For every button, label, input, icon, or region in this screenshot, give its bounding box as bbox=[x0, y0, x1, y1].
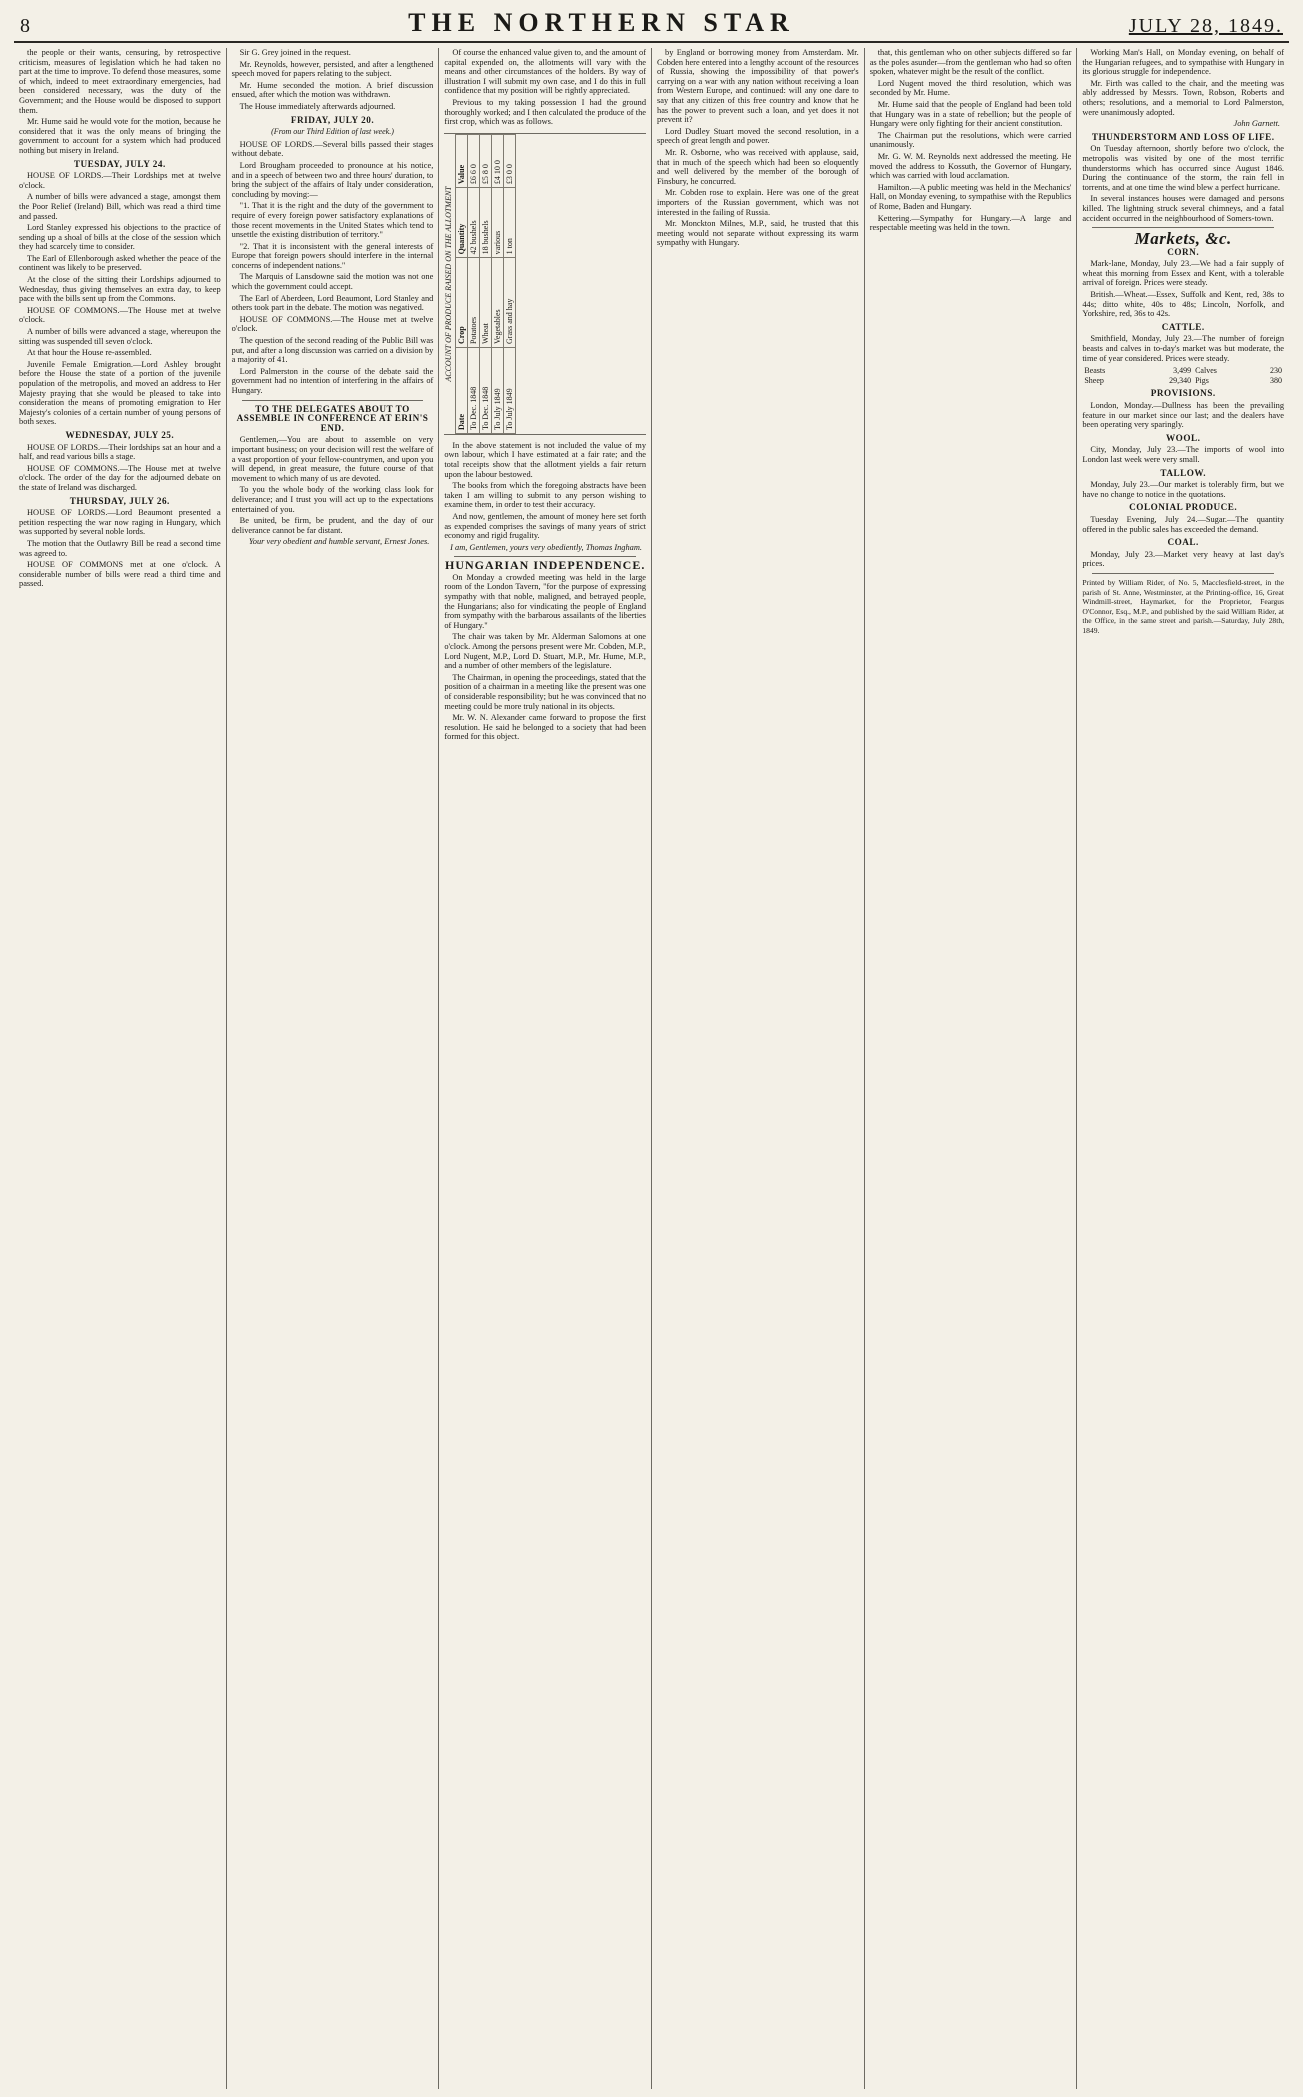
paragraph: Monday, July 23.—Market very heavy at last day's prices. bbox=[1082, 549, 1285, 569]
table-row bbox=[1082, 376, 1284, 386]
imprint: Printed by William Rider, of No. 5, Macclesfield-street, in the parish of St. Anne, Westminster, at the Printing-office, 16, Great Windmill-street, Haymarket, for the Proprietor, Feargus O'Connor, Esq., M.P., and published by the said William Rider, at the Office, in the same street and parish.—Saturday, July 28th, 1849. bbox=[1082, 577, 1285, 635]
heading-wool: WOOL. bbox=[1165, 432, 1201, 443]
masthead bbox=[14, 8, 1289, 43]
paragraph: HOUSE OF LORDS.—Their lordships sat an hour and a half, and read various bills a stage. bbox=[19, 442, 221, 462]
paragraph: by England or borrowing money from Amsterdam. Mr. Cobden here entered into a lengthy account of the resources of Russia, showing the impossibility of that power's carrying on a war with any nation without receiving a loan from Western Europe, and continued: will any one dare to say that any citizen of this free country and know that he has the power to prevent such a loan, and yet does it not prevent it? bbox=[657, 48, 859, 125]
heading-thursday: THURSDAY, JULY 26. bbox=[69, 495, 170, 506]
paragraph: HOUSE OF COMMONS met at one o'clock. A considerable number of bills were read a third time and passed. bbox=[19, 560, 221, 589]
paragraph: HOUSE OF LORDS.—Several bills passed their stages without debate. bbox=[231, 139, 434, 159]
paragraph: The motion that the Outlawry Bill be read a second time was agreed to. bbox=[19, 538, 221, 558]
page-number: 8 bbox=[20, 15, 30, 37]
table-row bbox=[504, 134, 516, 433]
heading-colonial-produce: COLONIAL PRODUCE. bbox=[1129, 502, 1238, 513]
divider bbox=[454, 556, 636, 557]
heading-tallow: TALLOW. bbox=[1160, 467, 1206, 478]
table-cell: £6 6 0 bbox=[468, 134, 480, 187]
table-cell: Grass and hay bbox=[504, 258, 516, 348]
table-cell: Wheat bbox=[480, 258, 492, 348]
table-cell: Value bbox=[456, 134, 468, 187]
table-cell: Beasts bbox=[1084, 366, 1106, 376]
paragraph: HOUSE OF COMMONS.—The House met at twelve o'clock. bbox=[19, 305, 221, 325]
table-cell: 42 bushels bbox=[468, 187, 480, 257]
paragraph: Lord Dudley Stuart moved the second resolution, in a speech of great length and power. bbox=[657, 126, 859, 146]
table-cell: Crop bbox=[456, 258, 468, 348]
table-cell: To July 1849 bbox=[504, 347, 516, 433]
paragraph: British.—Wheat.—Essex, Suffolk and Kent, red, 38s to 44s; ditto white, 40s to 48s; Lincoln, Norfolk, and Yorkshire, red, 36s to 42s. bbox=[1082, 290, 1285, 319]
divider bbox=[1092, 227, 1274, 228]
paragraph: Mr. G. W. M. Reynolds next addressed the meeting. He moved the address to Kossuth, the Governor of Hungary, which was carried with loud acclamation. bbox=[869, 151, 1072, 181]
heading-wednesday: WEDNESDAY, JULY 25. bbox=[65, 429, 175, 440]
table-caption: ACCOUNT OF PRODUCE RAISED ON THE ALLOTMENT bbox=[444, 186, 454, 382]
table-cell: Sheep bbox=[1084, 375, 1104, 385]
paragraph: Be united, be firm, be prudent, and the day of our deliverance cannot be far distant. bbox=[231, 516, 434, 535]
columns bbox=[14, 48, 1289, 2089]
paragraph: A number of bills were advanced a stage, amongst them the Poor Relief (Ireland) Bill, which was read a third time and passed. bbox=[19, 192, 221, 221]
paragraph: HOUSE OF COMMONS.—The House met at twelve o'clock. bbox=[231, 314, 434, 334]
table-cell: 3,499 bbox=[1173, 366, 1192, 376]
paragraph: Mr. Monckton Milnes, M.P., said, he trusted that this meeting would not separate without expressing its warm sympathy with Hungary. bbox=[657, 219, 859, 248]
paragraph: Lord Stanley expressed his objections to the practice of sending up a shoal of bills at the close of the session which they had scarcely time to consider. bbox=[19, 223, 221, 252]
table-cell: £5 8 0 bbox=[480, 134, 492, 187]
paragraph: Mr. Hume seconded the motion. A brief discussion ensued, after which the motion was withdrawn. bbox=[231, 80, 434, 100]
table-cell: Pigs bbox=[1195, 375, 1209, 385]
paragraph: The chair was taken by Mr. Alderman Salomons at one o'clock. Among the persons present were Mr. Cobden, M.P., Lord Nugent, M.P., Lord D. Stuart, M.P., Mr. Hume, M.P., and a number of other members of the legislature. bbox=[444, 632, 647, 671]
paragraph: that, this gentleman who on other subjects differed so far as the poles asunder—from the gentleman who had so often spoken, whatever might be the result of the conflict. bbox=[869, 48, 1072, 77]
paragraph: The Marquis of Lansdowne said the motion was not one which the government could accept. bbox=[231, 272, 434, 292]
paragraph: Mr. Hume said that the people of England had been told that Hungary was in a state of rebellion; but the people of Hungary were only fighting for their ancient constitution. bbox=[869, 99, 1072, 129]
paragraph: Juvenile Female Emigration.—Lord Ashley brought before the House the state of a portion of the juvenile population of the metropolis, and moved an address to Her Majesty praying that she would be pleased to take into consideration the means of promoting emigration to Her Majesty's colonies of a certain number of young persons of both sexes. bbox=[19, 359, 221, 427]
table-cell: Vegetables bbox=[492, 258, 504, 348]
paragraph: Tuesday Evening, July 24.—Sugar.—The quantity offered in the public sales has exceeded the demand. bbox=[1082, 514, 1285, 534]
paragraph: Mr. Reynolds, however, persisted, and after a lengthened speech moved for papers relating to the subject. bbox=[231, 59, 434, 79]
table-cell: To Dec. 1848 bbox=[480, 347, 492, 433]
signature: Your very obedient and humble servant, Ernest Jones. bbox=[248, 537, 430, 547]
paragraph: Kettering.—Sympathy for Hungary.—A large and respectable meeting was held in the town. bbox=[869, 213, 1072, 233]
paragraph: The books from which the foregoing abstracts have been taken I am willing to submit to any person wishing to examine them, in order to test their accuracy. bbox=[444, 481, 647, 510]
table-cell: 380 bbox=[1270, 375, 1283, 385]
paragraph: At that hour the House re-assembled. bbox=[27, 348, 152, 358]
column-2 bbox=[227, 48, 440, 2089]
column-3 bbox=[439, 48, 652, 2089]
paragraph: The Earl of Ellenborough asked whether the peace of the continent was likely to be preserved. bbox=[19, 253, 221, 273]
friday-subheading: (From our Third Edition of last week.) bbox=[271, 127, 394, 137]
paragraph: Hamilton.—A public meeting was held in the Mechanics' Hall, on Monday evening, to sympathise with the Republics of Rome, Baden and Hungary. bbox=[869, 182, 1072, 211]
heading-cattle: CATTLE. bbox=[1161, 321, 1205, 332]
paragraph: In several instances houses were damaged and persons killed. The lightning struck several chimneys, and a fatal accident occurred in the neighbourhood of Somers-town. bbox=[1082, 194, 1285, 223]
signature: John Garnett. bbox=[1233, 119, 1281, 129]
table-cell: 18 bushels bbox=[480, 187, 492, 257]
table-cell: To Dec. 1848 bbox=[468, 347, 480, 433]
paragraph: HOUSE OF LORDS.—Lord Beaumont presented a petition respecting the war now raging in Hungary, which was supported by several noble lords. bbox=[19, 508, 221, 537]
divider bbox=[242, 400, 424, 401]
table-cell: To July 1849 bbox=[492, 347, 504, 433]
heading-tuesday: TUESDAY, JULY 24. bbox=[73, 158, 166, 169]
column-6 bbox=[1077, 48, 1289, 2089]
paragraph: Lord Nugent moved the third resolution, which was seconded by Mr. Hume. bbox=[869, 78, 1072, 98]
signature: I am, Gentlemen, yours very obediently, Thomas Ingham. bbox=[450, 542, 643, 552]
paragraph: Working Man's Hall, on Monday evening, on behalf of the Hungarian refugees, and to sympathise with Hungary in its glorious struggle for independence. bbox=[1082, 48, 1285, 77]
paragraph: Mark-lane, Monday, July 23.—We had a fair supply of wheat this morning from Essex and Kent, with a tolerable arrival of foreign. Prices were steady. bbox=[1082, 259, 1285, 288]
table-cell: £4 10 0 bbox=[492, 134, 504, 187]
table-row bbox=[492, 134, 504, 433]
table-cell: Potatoes bbox=[468, 258, 480, 348]
heading-markets: Markets, &c. bbox=[1134, 229, 1232, 249]
produce-table-grid bbox=[455, 134, 516, 434]
paragraph: A number of bills were advanced a stage, whereupon the sitting was suspended till seven o'clock. bbox=[19, 327, 221, 346]
paragraph: Gentlemen,—You are about to assemble on very important business; on your decision will rest the welfare of a vast proportion of your fellow-countrymen, and upon you will depend, in great measure, the future course of that movement to which many of us are devoted. bbox=[231, 435, 434, 483]
paragraph: The question of the second reading of the Public Bill was put, and after a long discussion was carried on a division by a majority of 41. bbox=[231, 336, 434, 365]
paragraph: Monday, July 23.—Our market is tolerably firm, but we have no change to notice in the quotations. bbox=[1082, 480, 1285, 499]
cattle-table bbox=[1082, 366, 1284, 385]
heading-delegates: TO THE DELEGATES ABOUT TO ASSEMBLE IN CONFERENCE AT ERIN'S END. bbox=[236, 403, 429, 433]
paragraph: At the close of the sitting their Lordships adjourned to Wednesday, thus giving themselves an extra day, to keep pace with the bills sent up from the Commons. bbox=[19, 275, 221, 304]
table-cell: various bbox=[492, 187, 504, 257]
paragraph: The Chairman, in opening the proceedings, stated that the position of a chairman in a meeting like the present was one of considerable responsibility; but he was convinced that no meeting could be more truly national in its objects. bbox=[444, 672, 647, 711]
divider bbox=[1092, 573, 1274, 574]
paragraph: Previous to my taking possession I had the ground thoroughly worked; and I then calculated the produce of the first crop, which was as follows. bbox=[444, 97, 647, 127]
table-cell: 29,340 bbox=[1169, 375, 1192, 385]
heading-corn: CORN. bbox=[1167, 246, 1200, 257]
paragraph: London, Monday.—Dullness has been the prevailing feature in our market since our last; and the dealers have been operating very sparingly. bbox=[1082, 401, 1285, 430]
table-row bbox=[480, 134, 492, 433]
column-5 bbox=[865, 48, 1078, 2089]
table-cell: Quantity bbox=[456, 187, 468, 257]
newspaper-title: THE NORTHERN STAR bbox=[408, 8, 795, 37]
paragraph: Of course the enhanced value given to, and the amount of capital expended on, the allotments will vary with the means and other circumstances of the holders. By way of illustration I will submit my own case, and I do this in full confidence that my position will be rightly appreciated. bbox=[444, 48, 647, 96]
paragraph: "2. That it is inconsistent with the general interests of Europe that foreign powers should interfere in the internal concerns of independent nations." bbox=[231, 241, 434, 270]
paragraph: In the above statement is not included the value of my own labour, which I have estimated at a fair rate; and the total receipts show that the allotment yields a fair return upon the labour bestowed. bbox=[444, 440, 647, 479]
table-row bbox=[456, 134, 468, 433]
table-cell: 1 ton bbox=[504, 187, 516, 257]
paragraph: To you the whole body of the working class look for deliverance; and I trust you will act up to the expectations entertained of you. bbox=[231, 485, 434, 514]
paragraph: Sir G. Grey joined in the request. bbox=[239, 48, 351, 57]
paragraph: Lord Brougham proceeded to pronounce at his notice, and in a speech of between two and three hours' duration, to bring the subject of the affairs of Italy under consideration, concluding by moving:— bbox=[231, 160, 434, 199]
column-4 bbox=[652, 48, 865, 2089]
issue-date: JULY 28, 1849. bbox=[1128, 15, 1283, 37]
produce-table bbox=[444, 134, 644, 434]
paragraph: On Tuesday afternoon, shortly before two o'clock, the metropolis was visited by one of the most terrific thunderstorms which has occurred since August 1846. During the continuance of the storm, the rain fell in torrents, and at one time the wind blew a perfect hurricane. bbox=[1082, 144, 1285, 192]
paragraph: the people or their wants, censuring, by retrospective criticism, measures of legislation which he had taken no part at the time to improve. To defend those measures, some of which, indeed to meet extraordinary emergencies, had been considered necessary, was the duty of the Government; and the House would be disposed to support them. bbox=[19, 48, 221, 115]
paragraph: Mr. W. N. Alexander came forward to propose the first resolution. He said he belonged to a society that had been formed for this object. bbox=[444, 713, 647, 742]
paragraph: On Monday a crowded meeting was held in the large room of the London Tavern, "for the purpose of expressing sympathy with that noble, maligned, and betrayed people, the Hungarians; also for vindicating the people of England from sympathy with the barbarous assailants of the liberties of Hungary." bbox=[444, 572, 647, 630]
column-1 bbox=[14, 48, 227, 2089]
paragraph: The House immediately afterwards adjourned. bbox=[239, 101, 396, 111]
produce-table-rotated bbox=[444, 133, 646, 435]
paragraph: Lord Palmerston in the course of the debate said the government had no intention of interfering in the affairs of Hungary. bbox=[231, 366, 434, 395]
table-cell: Calves bbox=[1195, 366, 1217, 376]
paragraph: Mr. Hume said he would vote for the motion, because he considered that it was the only means of bringing the government to account for a system which had produced nothing but misery in Ireland. bbox=[19, 117, 221, 155]
heading-hungarian-independence: HUNGARIAN INDEPENDENCE. bbox=[445, 558, 646, 573]
table-row bbox=[468, 134, 480, 433]
paragraph: Mr. Firth was called to the chair, and the meeting was ably addressed by Messrs. Town, Robson, Roberts and others; resolutions, and a memorial to Lord Palmerston, were unanimously adopted. bbox=[1082, 78, 1285, 117]
paragraph: "1. That it is the right and the duty of the government to require of every foreign power satisfactory explanations of those recent movements in the United States which tend to unsettle the existing distribution of territory." bbox=[231, 201, 434, 240]
heading-provisions: PROVISIONS. bbox=[1150, 388, 1216, 399]
paragraph: Smithfield, Monday, July 23.—The number of foreign beasts and calves in to-day's market was but moderate, the time of year considered. Prices were steady. bbox=[1082, 334, 1285, 363]
table-cell: Date bbox=[456, 347, 468, 433]
table-row bbox=[1082, 366, 1284, 376]
heading-thunderstorm: THUNDERSTORM AND LOSS OF LIFE. bbox=[1091, 131, 1275, 142]
table-cell: 230 bbox=[1270, 366, 1283, 376]
paragraph: And now, gentlemen, the amount of money here set forth as expended comprises the savings of many years of strict economy and rigid frugality. bbox=[444, 511, 647, 541]
heading-friday: FRIDAY, JULY 20. bbox=[290, 114, 375, 125]
paragraph: The Chairman put the resolutions, which were carried unanimously. bbox=[869, 130, 1072, 150]
heading-coal: COAL. bbox=[1167, 537, 1199, 548]
paragraph: HOUSE OF COMMONS.—The House met at twelve o'clock. The order of the day for the adjourned debate on the state of Ireland was discharged. bbox=[19, 463, 221, 492]
paragraph: City, Monday, July 23.—The imports of wool into London last week were very small. bbox=[1082, 445, 1285, 464]
paragraph: HOUSE OF LORDS.—Their Lordships met at twelve o'clock. bbox=[19, 171, 221, 190]
table-cell: £3 0 0 bbox=[504, 134, 516, 187]
paragraph: Mr. Cobden rose to explain. Here was one of the great importers of the Russian government, which was not interested in the failing of Russia. bbox=[657, 188, 859, 217]
paragraph: The Earl of Aberdeen, Lord Beaumont, Lord Stanley and others took part in the debate. The motion was negatived. bbox=[231, 293, 434, 313]
paragraph: Mr. R. Osborne, who was received with applause, said, that in much of the speech which had been so eloquently and well delivered by the member of the borough of Finsbury, he concurred. bbox=[657, 147, 859, 186]
